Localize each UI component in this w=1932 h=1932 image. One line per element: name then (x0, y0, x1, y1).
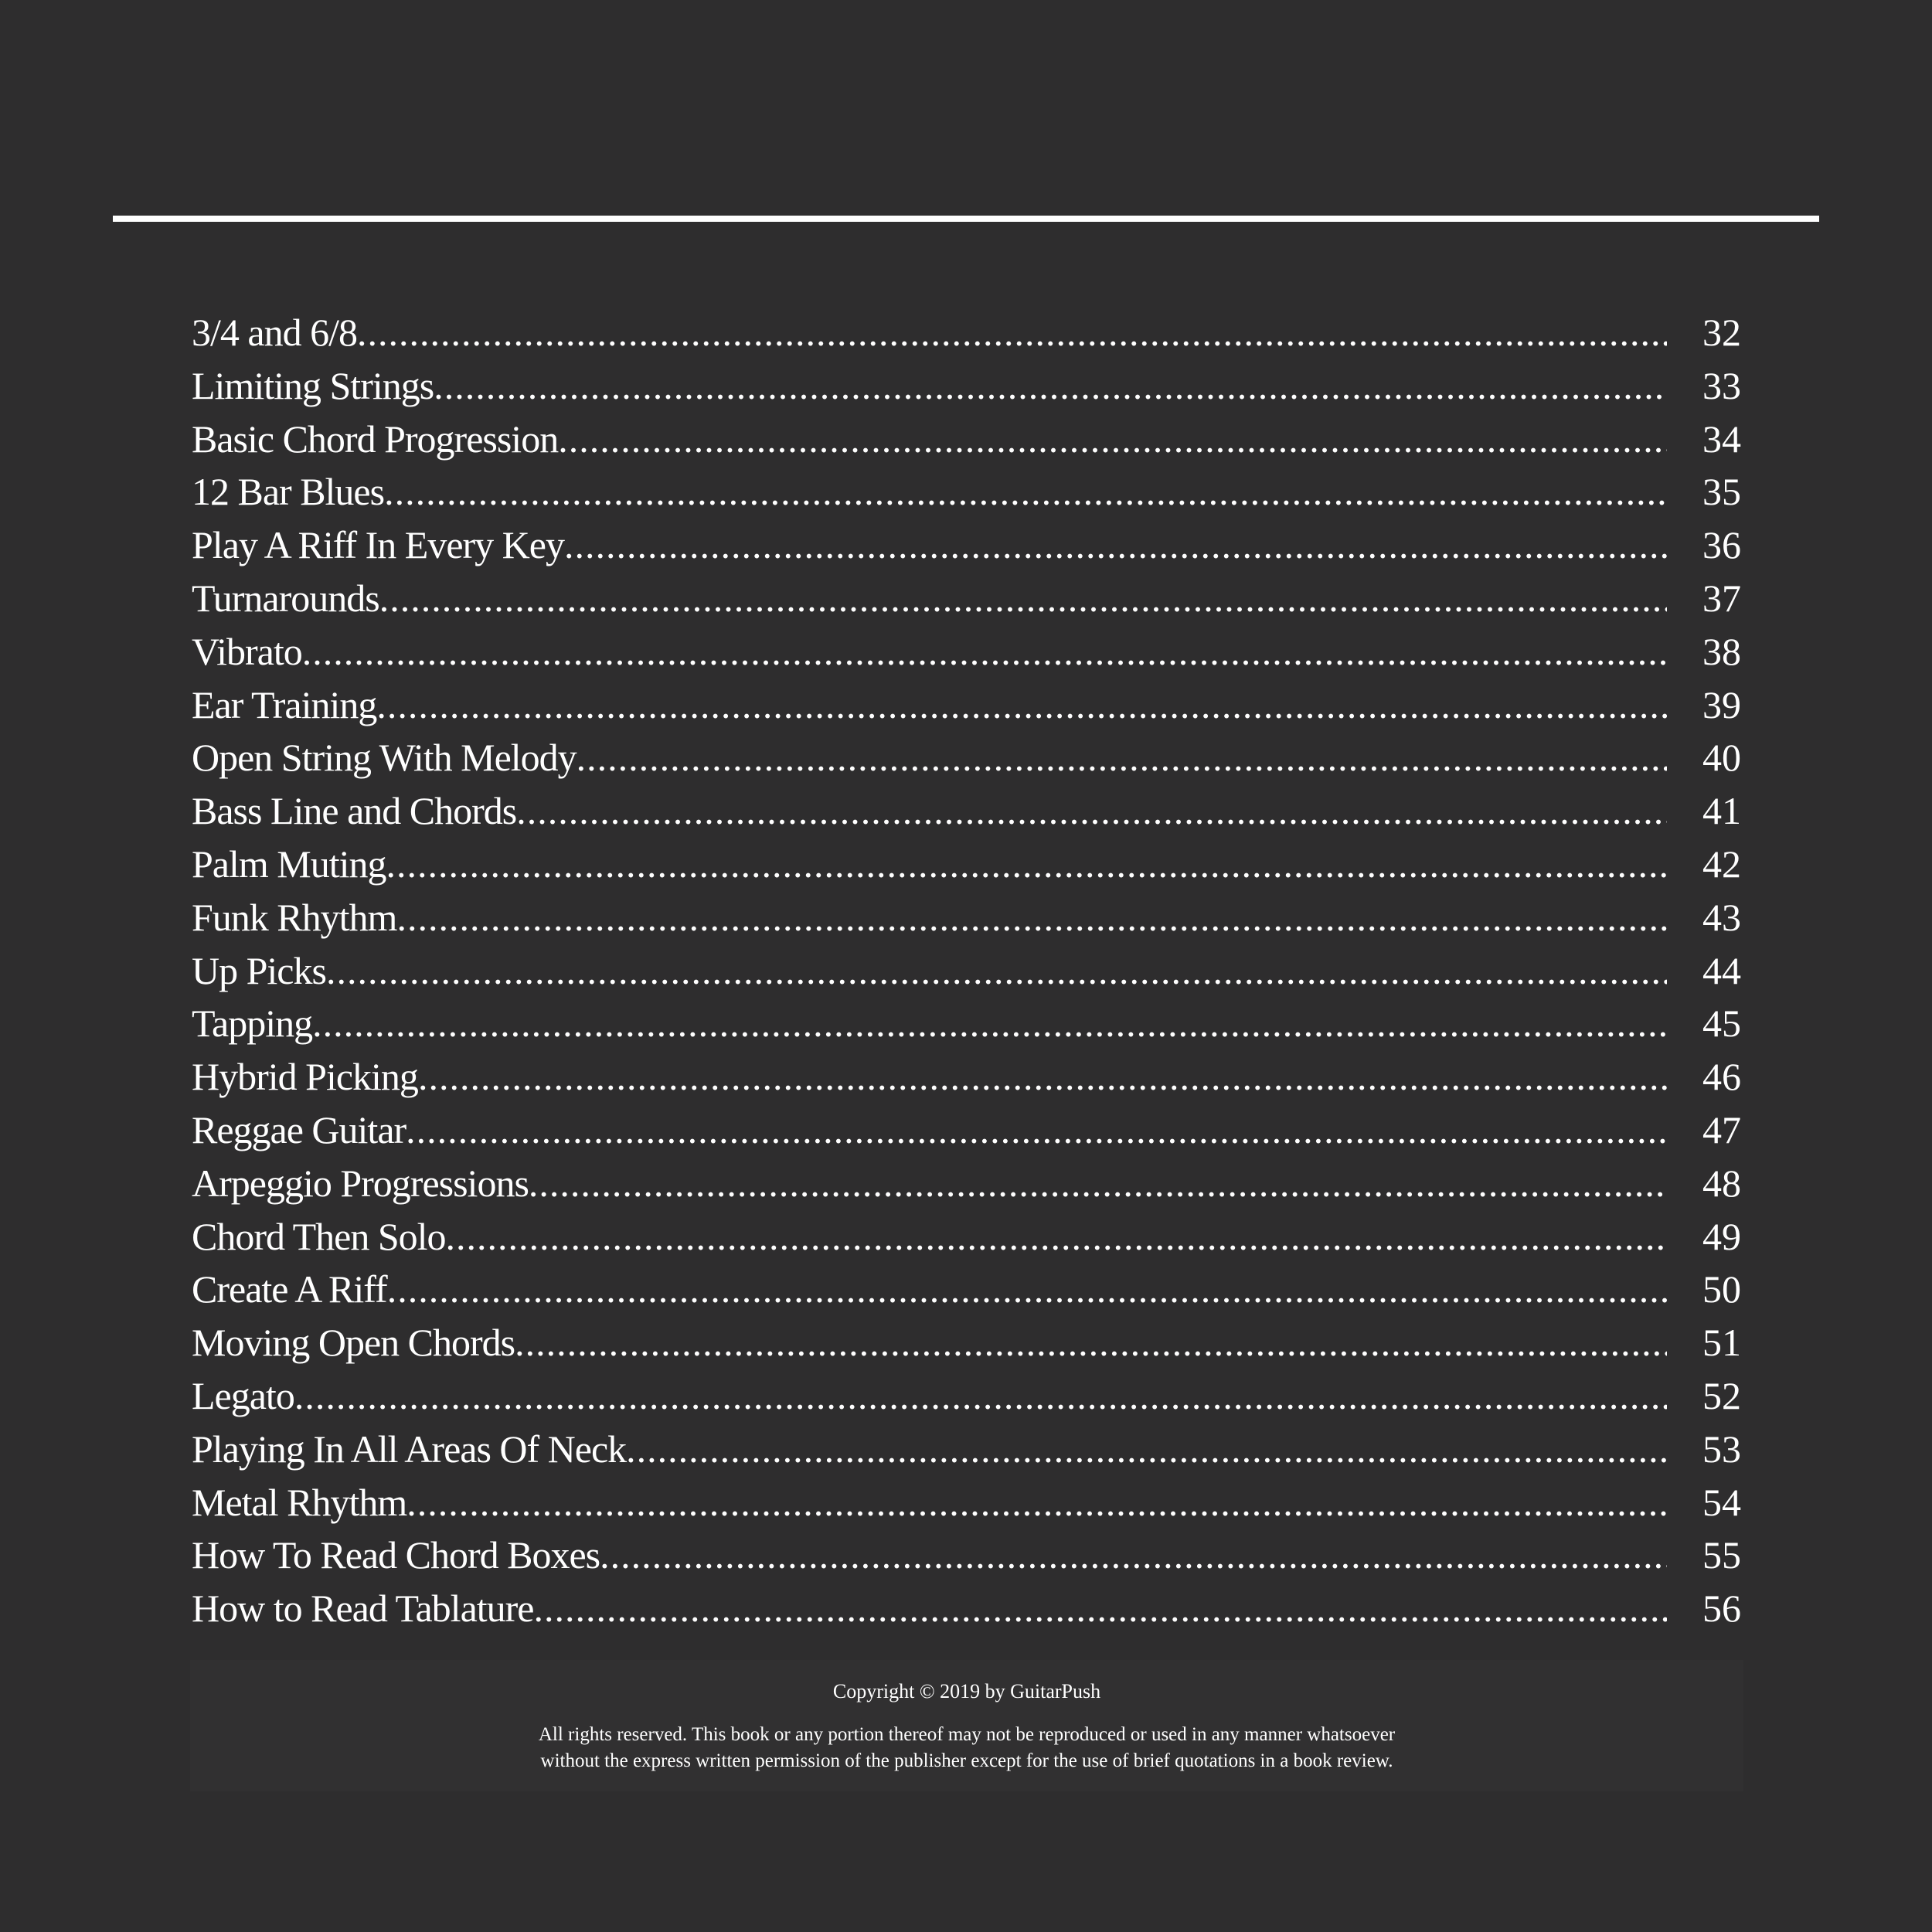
toc-entry (192, 1529, 1741, 1582)
toc-dot-leader (406, 1476, 1667, 1529)
rights-line-2: without the express written permission of the publisher except for the use of brief quotations in a book review. (540, 1750, 1393, 1771)
toc-entry (192, 784, 1741, 838)
top-divider (113, 216, 1819, 222)
toc-entry (192, 1157, 1741, 1210)
rights-statement (190, 1722, 1743, 1774)
toc-entry-title: Ear Training (192, 682, 377, 726)
toc-dot-leader (384, 465, 1667, 519)
toc-entry-page: 47 (1702, 1107, 1741, 1151)
toc-dot-leader (387, 1263, 1667, 1316)
toc-entry-page: 46 (1702, 1055, 1741, 1099)
toc-entry-title: 3/4 and 6/8 (192, 311, 357, 354)
toc-entry-page: 41 (1702, 789, 1741, 833)
toc-entry-title: Arpeggio Progressions (192, 1161, 529, 1205)
toc-entry-title: Play A Riff In Every Key (192, 523, 564, 567)
toc-entry-title: Funk Rhythm (192, 895, 397, 939)
toc-entry (192, 1210, 1741, 1264)
toc-entry-page: 42 (1702, 842, 1741, 886)
toc-entry-page: 54 (1702, 1480, 1741, 1524)
toc-entry-page: 36 (1702, 523, 1741, 567)
toc-entry-title: Up Picks (192, 948, 326, 992)
toc-entry-title: Limiting Strings (192, 363, 434, 407)
toc-entry-title: Create A Riff (192, 1267, 387, 1311)
toc-entry (192, 1476, 1741, 1529)
toc-entry-title: 12 Bar Blues (192, 470, 385, 514)
copyright-line: Copyright © 2019 by GuitarPush (832, 1680, 1101, 1702)
toc-dot-leader (626, 1423, 1667, 1476)
toc-dot-leader (294, 1369, 1667, 1423)
toc-dot-leader (386, 838, 1667, 891)
toc-entry (192, 359, 1741, 413)
toc-dot-leader (379, 572, 1667, 625)
toc-entry (192, 1050, 1741, 1104)
toc-entry-title: Moving Open Chords (192, 1321, 515, 1365)
toc-entry-title: Bass Line and Chords (192, 789, 517, 833)
toc-entry (192, 1316, 1741, 1369)
rights-line-1: All rights reserved. This book or any portion thereof may not be reproduced or used in any manner whatsoever (538, 1724, 1396, 1745)
toc-entry (192, 306, 1741, 359)
toc-entry-title: Turnarounds (192, 576, 379, 620)
toc-entry (192, 838, 1741, 891)
toc-dot-leader (326, 944, 1667, 998)
toc-entry-page: 45 (1702, 1002, 1741, 1046)
toc-entry-title: Playing In All Areas Of Neck (192, 1427, 627, 1471)
toc-entry-title: Tapping (192, 1002, 313, 1046)
toc-entry-page: 39 (1702, 682, 1741, 726)
toc-dot-leader (312, 997, 1667, 1050)
toc-entry-title: Open String With Melody (192, 736, 577, 780)
toc-dot-leader (434, 359, 1667, 413)
toc-entry-title: Basic Chord Progression (192, 417, 559, 461)
toc-entry (192, 625, 1741, 679)
toc-entry-title: Metal Rhythm (192, 1480, 407, 1524)
toc-entry (192, 997, 1741, 1050)
toc-entry-title: How to Read Tablature (192, 1587, 534, 1631)
toc-entry-title: Legato (192, 1373, 294, 1417)
toc-entry-page: 48 (1702, 1161, 1741, 1205)
toc-entry-page: 43 (1702, 895, 1741, 939)
toc-entry-page: 50 (1702, 1267, 1741, 1311)
toc-entry (192, 465, 1741, 519)
toc-entry-page: 53 (1702, 1427, 1741, 1471)
toc-entry-title: How To Read Chord Boxes (192, 1533, 600, 1577)
toc-entry-page: 49 (1702, 1214, 1741, 1258)
toc-entry (192, 731, 1741, 784)
toc-entry (192, 413, 1741, 466)
toc-entry-page: 55 (1702, 1533, 1741, 1577)
toc-dot-leader (600, 1529, 1667, 1582)
toc-entry-title: Hybrid Picking (192, 1055, 418, 1099)
toc-dot-leader (406, 1104, 1667, 1157)
toc-entry-page: 56 (1702, 1587, 1741, 1631)
toc-dot-leader (577, 731, 1667, 784)
toc-entry-page: 51 (1702, 1321, 1741, 1365)
table-of-contents (192, 306, 1741, 1635)
toc-entry (192, 519, 1741, 572)
toc-dot-leader (357, 306, 1667, 359)
toc-entry-title: Chord Then Solo (192, 1214, 446, 1258)
toc-dot-leader (564, 519, 1667, 572)
toc-entry (192, 1104, 1741, 1157)
toc-dot-leader (302, 625, 1667, 679)
toc-dot-leader (376, 679, 1667, 732)
toc-dot-leader (558, 413, 1667, 466)
toc-entry (192, 1582, 1741, 1635)
toc-dot-leader (515, 1316, 1667, 1369)
toc-entry (192, 891, 1741, 944)
toc-entry-page: 34 (1702, 417, 1741, 461)
toc-entry-page: 38 (1702, 629, 1741, 673)
toc-dot-leader (534, 1582, 1667, 1635)
toc-dot-leader (446, 1210, 1667, 1264)
copyright-notice (190, 1660, 1743, 1791)
toc-entry (192, 1263, 1741, 1316)
toc-entry-page: 44 (1702, 948, 1741, 992)
toc-entry (192, 944, 1741, 998)
toc-entry (192, 1423, 1741, 1476)
toc-dot-leader (396, 891, 1667, 944)
toc-entry-title: Palm Muting (192, 842, 386, 886)
toc-entry (192, 572, 1741, 625)
toc-entry-page: 40 (1702, 736, 1741, 780)
toc-entry-page: 32 (1702, 311, 1741, 354)
toc-entry-page: 37 (1702, 576, 1741, 620)
toc-entry-page: 52 (1702, 1373, 1741, 1417)
toc-dot-leader (529, 1157, 1667, 1210)
toc-entry-page: 35 (1702, 470, 1741, 514)
toc-entry (192, 679, 1741, 732)
toc-entry (192, 1369, 1741, 1423)
toc-dot-leader (418, 1050, 1667, 1104)
toc-entry-page: 33 (1702, 363, 1741, 407)
toc-entry-title: Vibrato (192, 629, 302, 673)
toc-entry-title: Reggae Guitar (192, 1107, 406, 1151)
toc-dot-leader (516, 784, 1667, 838)
